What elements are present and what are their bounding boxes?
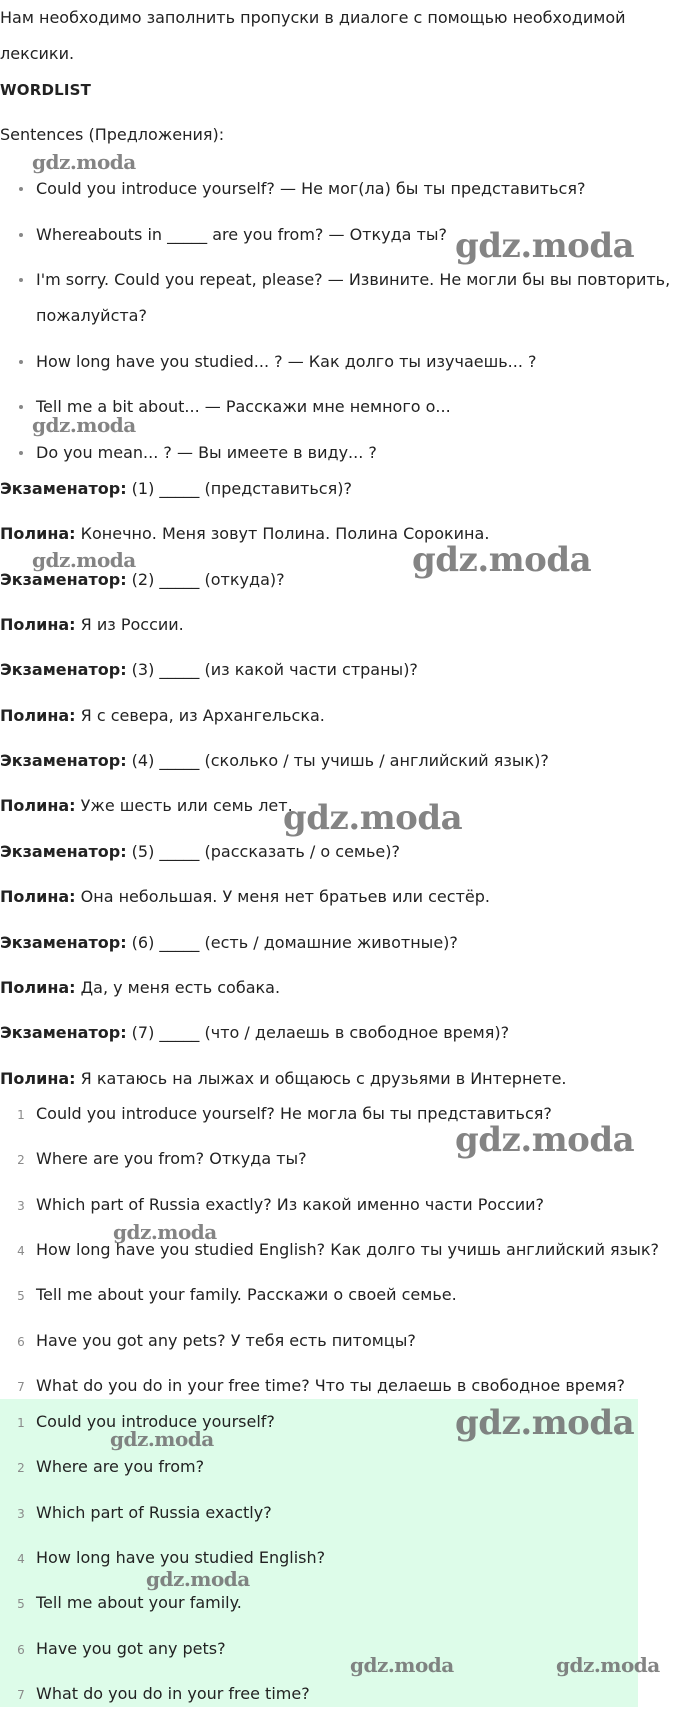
dialog-line: [0, 1068, 567, 1090]
item-number: 4: [17, 1552, 25, 1566]
watermark: gdz.moda: [146, 1567, 250, 1591]
speaker-label: Полина:: [0, 1069, 76, 1088]
item-number: 6: [17, 1335, 25, 1349]
item-text: Which part of Russia exactly? Из какой именно части России?: [36, 1195, 545, 1214]
dialog-text: Я из России.: [75, 615, 184, 634]
dialog-text: (5) _____ (рассказать / о семье)?: [126, 842, 400, 861]
dialog-text: (6) _____ (есть / домашние животные)?: [126, 933, 458, 952]
item-text: What do you do in your free time? Что ты делаешь в свободное время?: [36, 1376, 625, 1395]
item-number: 5: [17, 1597, 25, 1611]
wordlist-heading: WORDLIST: [0, 81, 92, 99]
watermark: gdz.moda: [412, 540, 592, 580]
dialog-line: [0, 886, 490, 908]
item-text: Could you introduce yourself? Не могла бы ты представиться?: [36, 1104, 552, 1123]
speaker-label: Экзаменатор:: [0, 933, 127, 952]
watermark: gdz.moda: [283, 798, 463, 838]
speaker-label: Полина:: [0, 796, 76, 815]
dialog-line: [0, 705, 325, 727]
speaker-label: Экзаменатор:: [0, 479, 127, 498]
watermark: gdz.moda: [455, 1403, 635, 1443]
dialog-text: Конечно. Меня зовут Полина. Полина Сорокина.: [75, 524, 490, 543]
speaker-label: Полина:: [0, 524, 76, 543]
dialog-text: (1) _____ (представиться)?: [126, 479, 352, 498]
watermark: gdz.moda: [32, 548, 136, 572]
list-item-text: Could you introduce yourself? — Не мог(ла) бы ты представиться?: [36, 179, 586, 198]
item-number: 3: [17, 1507, 25, 1521]
item-text: How long have you studied English? Как долго ты учишь английский язык?: [36, 1240, 659, 1259]
speaker-label: Экзаменатор:: [0, 570, 127, 589]
dialog-text: Она небольшая. У меня нет братьев или сестёр.: [75, 887, 490, 906]
item-text: Which part of Russia exactly?: [36, 1503, 272, 1522]
item-number: 2: [17, 1461, 25, 1475]
item-number: 1: [17, 1416, 25, 1430]
watermark: gdz.moda: [110, 1427, 214, 1451]
bullet-icon: [19, 405, 23, 409]
dialog-text: (2) _____ (откуда)?: [126, 570, 285, 589]
dialog-line: [0, 977, 280, 999]
bullet-icon: [19, 278, 23, 282]
dialog-line: [0, 932, 458, 954]
watermark: gdz.moda: [32, 150, 136, 174]
item-text: Have you got any pets?: [36, 1639, 226, 1658]
speaker-label: Полина:: [0, 887, 76, 906]
item-number: 6: [17, 1643, 25, 1657]
item-text: Where are you from? Откуда ты?: [36, 1149, 307, 1168]
watermark: gdz.moda: [32, 413, 136, 437]
dialog-text: (4) _____ (сколько / ты учишь / английский язык)?: [126, 751, 549, 770]
intro-line-2: лексики.: [0, 44, 75, 63]
dialog-line: [0, 659, 418, 681]
dialog-line: [0, 750, 549, 772]
list-item-text: пожалуйста?: [36, 306, 147, 325]
item-text: Could you introduce yourself?: [36, 1412, 275, 1431]
item-number: 3: [17, 1199, 25, 1213]
item-text: How long have you studied English?: [36, 1548, 326, 1567]
intro-line-1: Нам необходимо заполнить пропуски в диалоге с помощью необходимой: [0, 8, 626, 27]
item-number: 7: [17, 1688, 25, 1702]
speaker-label: Полина:: [0, 615, 76, 634]
dialog-text: Да, у меня есть собака.: [75, 978, 281, 997]
item-text: Have you got any pets? У тебя есть питомцы?: [36, 1331, 416, 1350]
list-item-text: How long have you studied... ? — Как долго ты изучаешь... ?: [36, 352, 537, 371]
item-number: 5: [17, 1289, 25, 1303]
speaker-label: Экзаменатор:: [0, 1023, 127, 1042]
speaker-label: Полина:: [0, 978, 76, 997]
dialog-line: [0, 569, 285, 591]
list-item-text: Tell me a bit about... — Расскажи мне немного о...: [36, 397, 451, 416]
bullet-icon: [19, 233, 23, 237]
watermark: gdz.moda: [455, 1120, 635, 1160]
item-number: 7: [17, 1380, 25, 1394]
watermark: gdz.moda: [113, 1220, 217, 1244]
item-text: What do you do in your free time?: [36, 1684, 310, 1703]
bullet-icon: [19, 187, 23, 191]
bullet-icon: [19, 360, 23, 364]
watermark: gdz.moda: [350, 1653, 454, 1677]
list-item-text: I'm sorry. Could you repeat, please? — Извините. Не могли бы вы повторить,: [36, 270, 671, 289]
dialog-line: [0, 795, 293, 817]
dialog-line: [0, 478, 352, 500]
dialog-line: [0, 841, 400, 863]
sentences-label: Sentences (Предложения):: [0, 125, 225, 144]
speaker-label: Экзаменатор:: [0, 660, 127, 679]
dialog-line: [0, 1022, 509, 1044]
dialog-text: Я с севера, из Архангельска.: [75, 706, 325, 725]
dialog-text: (7) _____ (что / делаешь в свободное время)?: [126, 1023, 510, 1042]
dialog-text: Уже шесть или семь лет.: [75, 796, 293, 815]
item-text: Tell me about your family. Расскажи о своей семье.: [36, 1285, 457, 1304]
dialog-line: [0, 614, 184, 636]
list-item-text: Whereabouts in _____ are you from? — Откуда ты?: [36, 225, 448, 244]
dialog-text: Я катаюсь на лыжах и общаюсь с друзьями в Интернете.: [75, 1069, 567, 1088]
item-text: Tell me about your family.: [36, 1593, 242, 1612]
speaker-label: Полина:: [0, 706, 76, 725]
speaker-label: Экзаменатор:: [0, 842, 127, 861]
item-text: Where are you from?: [36, 1457, 205, 1476]
watermark: gdz.moda: [556, 1653, 660, 1677]
item-number: 1: [17, 1108, 25, 1122]
watermark: gdz.moda: [455, 226, 635, 266]
dialog-text: (3) _____ (из какой части страны)?: [126, 660, 418, 679]
speaker-label: Экзаменатор:: [0, 751, 127, 770]
item-number: 2: [17, 1153, 25, 1167]
list-item-text: Do you mean... ? — Вы имеете в виду... ?: [36, 443, 377, 462]
item-number: 4: [17, 1244, 25, 1258]
bullet-icon: [19, 451, 23, 455]
